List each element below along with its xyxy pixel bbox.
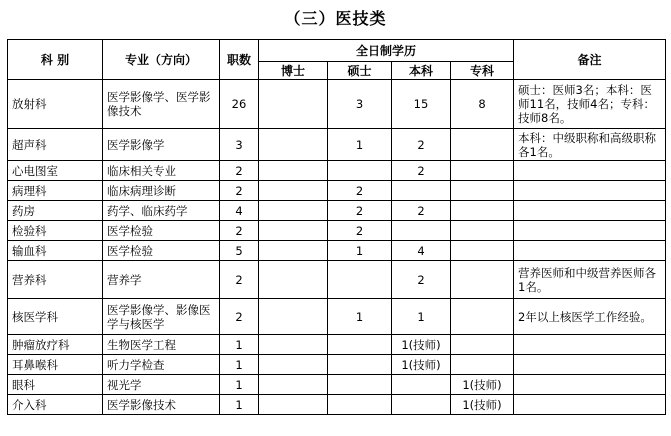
cell-master	[328, 375, 392, 395]
cell-count: 5	[220, 241, 259, 261]
cell-master: 2	[328, 181, 392, 201]
cell-master: 1	[328, 241, 392, 261]
cell-major: 医学影像学、影像医学与核医学	[103, 299, 220, 335]
cell-college	[451, 221, 514, 241]
cell-master: 2	[328, 221, 392, 241]
cell-count: 2	[220, 181, 259, 201]
cell-phd	[259, 261, 328, 299]
cell-college	[451, 181, 514, 201]
cell-remarks: 2年以上核医学工作经验。	[514, 299, 666, 335]
cell-count: 2	[220, 261, 259, 299]
cell-bachelor: 2	[392, 129, 451, 161]
cell-master	[328, 355, 392, 375]
table-row	[8, 201, 666, 221]
cell-bachelor	[392, 375, 451, 395]
cell-remarks	[514, 355, 666, 375]
table-row	[8, 261, 666, 299]
cell-remarks	[514, 395, 666, 415]
cell-college	[451, 299, 514, 335]
header-bachelor: 本科	[392, 62, 451, 80]
cell-remarks	[514, 161, 666, 181]
cell-college: 8	[451, 80, 514, 129]
cell-bachelor	[392, 181, 451, 201]
cell-phd	[259, 129, 328, 161]
cell-bachelor: 1(技师)	[392, 355, 451, 375]
cell-college	[451, 201, 514, 221]
cell-count: 1	[220, 355, 259, 375]
cell-department: 药房	[8, 201, 103, 221]
cell-phd	[259, 395, 328, 415]
cell-department: 耳鼻喉科	[8, 355, 103, 375]
cell-major: 医学检验	[103, 221, 220, 241]
cell-count: 2	[220, 299, 259, 335]
cell-bachelor: 2	[392, 261, 451, 299]
cell-master: 3	[328, 80, 392, 129]
header-fulltime-education: 全日制学历	[259, 40, 514, 62]
cell-major: 医学影像学、医学影像技术	[103, 80, 220, 129]
cell-department: 心电图室	[8, 161, 103, 181]
cell-master: 2	[328, 201, 392, 221]
table-row	[8, 375, 666, 395]
cell-bachelor: 4	[392, 241, 451, 261]
cell-major: 医学检验	[103, 241, 220, 261]
cell-bachelor: 1(技师)	[392, 335, 451, 355]
cell-major: 听力学检查	[103, 355, 220, 375]
cell-major: 医学影像学	[103, 129, 220, 161]
cell-bachelor: 2	[392, 161, 451, 181]
cell-department: 病理科	[8, 181, 103, 201]
cell-phd	[259, 355, 328, 375]
table-row	[8, 80, 666, 129]
cell-remarks: 硕士：医师3名；本科：医师11名，技师4名；专科：技师8名。	[514, 80, 666, 129]
cell-department: 眼科	[8, 375, 103, 395]
cell-major: 临床相关专业	[103, 161, 220, 181]
cell-master	[328, 161, 392, 181]
cell-department: 超声科	[8, 129, 103, 161]
cell-major: 临床病理诊断	[103, 181, 220, 201]
cell-college: 1(技师)	[451, 375, 514, 395]
cell-college	[451, 129, 514, 161]
cell-department: 肿瘤放疗科	[8, 335, 103, 355]
header-department: 科 别	[8, 40, 103, 80]
header-college: 专科	[451, 62, 514, 80]
cell-college: 1(技师)	[451, 395, 514, 415]
cell-phd	[259, 80, 328, 129]
cell-major: 营养学	[103, 261, 220, 299]
cell-bachelor: 2	[392, 201, 451, 221]
cell-department: 放射科	[8, 80, 103, 129]
cell-bachelor	[392, 395, 451, 415]
table-row	[8, 129, 666, 161]
cell-master: 1	[328, 129, 392, 161]
header-major: 专业（方向）	[103, 40, 220, 80]
cell-remarks	[514, 375, 666, 395]
cell-master	[328, 261, 392, 299]
cell-remarks	[514, 241, 666, 261]
cell-master	[328, 335, 392, 355]
cell-remarks	[514, 221, 666, 241]
cell-college	[451, 161, 514, 181]
cell-major: 生物医学工程	[103, 335, 220, 355]
table-row	[8, 335, 666, 355]
header-master: 硕士	[328, 62, 392, 80]
table-row	[8, 355, 666, 375]
cell-phd	[259, 299, 328, 335]
cell-remarks	[514, 201, 666, 221]
cell-major: 医学影像技术	[103, 395, 220, 415]
cell-department: 核医学科	[8, 299, 103, 335]
cell-phd	[259, 375, 328, 395]
table-row	[8, 299, 666, 335]
cell-phd	[259, 181, 328, 201]
cell-count: 26	[220, 80, 259, 129]
cell-count: 2	[220, 161, 259, 181]
cell-college	[451, 355, 514, 375]
cell-bachelor: 1	[392, 299, 451, 335]
cell-remarks	[514, 181, 666, 201]
header-count: 职数	[220, 40, 259, 80]
cell-department: 检验科	[8, 221, 103, 241]
cell-major: 药学、临床药学	[103, 201, 220, 221]
page-title: （三）医技类	[284, 9, 387, 28]
table-row	[8, 181, 666, 201]
cell-count: 1	[220, 375, 259, 395]
header-remarks: 备注	[514, 40, 666, 80]
table-row	[8, 241, 666, 261]
header-phd: 博士	[259, 62, 328, 80]
table-row	[8, 395, 666, 415]
cell-college	[451, 261, 514, 299]
cell-bachelor	[392, 221, 451, 241]
cell-remarks	[514, 335, 666, 355]
cell-remarks: 本科：中级职称和高级职称各1名。	[514, 129, 666, 161]
cell-department: 介入科	[8, 395, 103, 415]
table-row	[8, 161, 666, 181]
cell-phd	[259, 161, 328, 181]
cell-bachelor: 15	[392, 80, 451, 129]
table-row	[8, 221, 666, 241]
cell-phd	[259, 335, 328, 355]
cell-department: 营养科	[8, 261, 103, 299]
cell-major: 视光学	[103, 375, 220, 395]
cell-phd	[259, 221, 328, 241]
cell-count: 2	[220, 221, 259, 241]
cell-department: 输血科	[8, 241, 103, 261]
cell-college	[451, 335, 514, 355]
cell-phd	[259, 201, 328, 221]
cell-college	[451, 241, 514, 261]
staffing-table	[7, 39, 666, 415]
cell-count: 1	[220, 395, 259, 415]
cell-count: 3	[220, 129, 259, 161]
cell-count: 4	[220, 201, 259, 221]
cell-phd	[259, 241, 328, 261]
cell-master	[328, 395, 392, 415]
cell-count: 1	[220, 335, 259, 355]
cell-remarks: 营养医师和中级营养医师各1名。	[514, 261, 666, 299]
cell-master: 1	[328, 299, 392, 335]
